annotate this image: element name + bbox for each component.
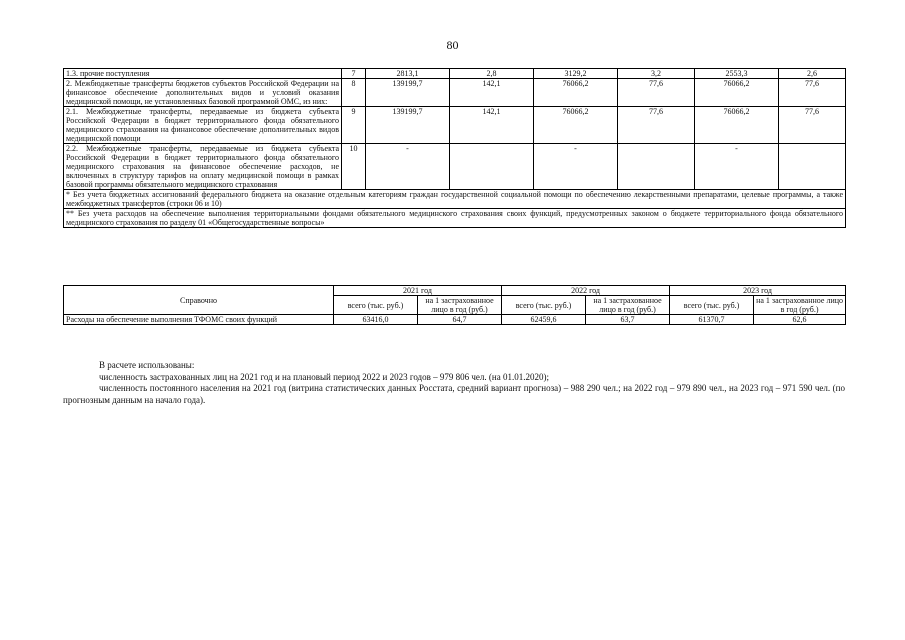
row-label: 2.1. Межбюджетные трансферты, передаваемые из бюджета субъекта Российской Федерации в бюджет территориального фонда обязательного медицинского страхования на финансовое обеспечение дополнительных видов медицинской помощи — [64, 107, 342, 144]
col-per-2021: на 1 застрахованное лицо в год (руб.) — [418, 296, 502, 315]
notes-intro: В расчете использованы: — [99, 360, 195, 370]
cell-2023-total: - — [695, 144, 779, 190]
row-label: 1.3. прочие поступления — [64, 69, 342, 79]
col-total-2023: всего (тыс. руб.) — [670, 296, 754, 315]
cell-2022-total: 3129,2 — [534, 69, 618, 79]
cell-2022-total: 76066,2 — [534, 107, 618, 144]
cell-2023-total: 61370,7 — [670, 315, 754, 325]
col-total-2021: всего (тыс. руб.) — [334, 296, 418, 315]
table-row — [64, 315, 846, 325]
reference-label: Справочно — [64, 286, 334, 315]
cell-2023-total: 76066,2 — [695, 79, 779, 107]
row-code: 8 — [342, 79, 366, 107]
cell-2021-per: 142,1 — [450, 79, 534, 107]
col-per-2022: на 1 застрахованное лицо в год (руб.) — [586, 296, 670, 315]
cell-2022-per: 3,2 — [618, 69, 695, 79]
table-row — [64, 107, 846, 144]
cell-2021-per: 2,8 — [450, 69, 534, 79]
cell-2023-per: 77,6 — [779, 107, 846, 144]
calculation-notes — [63, 360, 845, 406]
notes-population: численность постоянного населения на 2021 год (витрина статистических данных Росстата, средний вариант прогноза) – 988 290 чел.; на 2022 год – 979 890 чел., на 2023 год – 971 590 чел. (по прогнозным данным на начало года). — [63, 383, 845, 405]
cell-2021-total: 139199,7 — [366, 107, 450, 144]
year-2022-header: 2022 год — [502, 286, 670, 296]
footnote-row — [64, 190, 846, 209]
budget-table — [63, 68, 846, 228]
row-label: Расходы на обеспечение выполнения ТФОМС своих функций — [64, 315, 334, 325]
cell-2023-per: 2,6 — [779, 69, 846, 79]
table-row — [64, 69, 846, 79]
cell-2022-per — [618, 144, 695, 190]
year-2021-header: 2021 год — [334, 286, 502, 296]
col-total-2022: всего (тыс. руб.) — [502, 296, 586, 315]
cell-2022-total: - — [534, 144, 618, 190]
page-number: 80 — [446, 38, 459, 52]
cell-2022-per: 63,7 — [586, 315, 670, 325]
cell-2022-per: 77,6 — [618, 107, 695, 144]
cell-2023-total: 76066,2 — [695, 107, 779, 144]
cell-2022-total: 76066,2 — [534, 79, 618, 107]
table-row — [64, 144, 846, 190]
footnote-1: * Без учета бюджетных ассигнований федерального бюджета на оказание отдельным категориям граждан государственной социальной помощи по обеспечению лекарственными препаратами, целевые программы, а также межбюджетных трансфертов (строки 06 и 10) — [64, 190, 846, 209]
year-2023-header: 2023 год — [670, 286, 846, 296]
cell-2021-per — [450, 144, 534, 190]
cell-2022-per: 77,6 — [618, 79, 695, 107]
row-code: 10 — [342, 144, 366, 190]
year-header-row — [64, 286, 846, 296]
cell-2021-total: - — [366, 144, 450, 190]
cell-2021-total: 139199,7 — [366, 79, 450, 107]
cell-2021-per: 142,1 — [450, 107, 534, 144]
notes-insured: численность застрахованных лиц на 2021 год и на плановый период 2022 и 2023 годов – 979 806 чел. (на 01.01.2020); — [99, 371, 549, 382]
cell-2021-per: 64,7 — [418, 315, 502, 325]
cell-2021-total: 2813,1 — [366, 69, 450, 79]
table-row — [64, 79, 846, 107]
cell-2023-per — [779, 144, 846, 190]
cell-2023-total: 2553,3 — [695, 69, 779, 79]
cell-2023-per: 62,6 — [754, 315, 846, 325]
row-label: 2. Межбюджетные трансферты бюджетов субъектов Российской Федерации на финансовое обеспечение дополнительных видов и условий оказания медицинской помощи, не установленных базовой программой ОМС, из них: — [64, 79, 342, 107]
footnote-2: ** Без учета расходов на обеспечение выполнения территориальными фондами обязательного медицинского страхования своих функций, предусмотренных законом о бюджете территориального фонда обязательного медицинского страхования по разделу 01 «Общегосударственные вопросы» — [64, 209, 846, 228]
row-code: 7 — [342, 69, 366, 79]
cell-2023-per: 77,6 — [779, 79, 846, 107]
row-label: 2.2. Межбюджетные трансферты, передаваемые из бюджета субъекта Российской Федерации в бюджет территориального фонда обязательного медицинского страхования на финансовое обеспечение расходов, не включенных в структуру тарифов на оплату медицинской помощи в рамках базовой программы обязательного медицинского страхования — [64, 144, 342, 190]
row-code: 9 — [342, 107, 366, 144]
cell-2021-total: 63416,0 — [334, 315, 418, 325]
reference-table — [63, 285, 846, 325]
footnote-row — [64, 209, 846, 228]
col-per-2023: на 1 застрахованное лицо в год (руб.) — [754, 296, 846, 315]
cell-2022-total: 62459,6 — [502, 315, 586, 325]
